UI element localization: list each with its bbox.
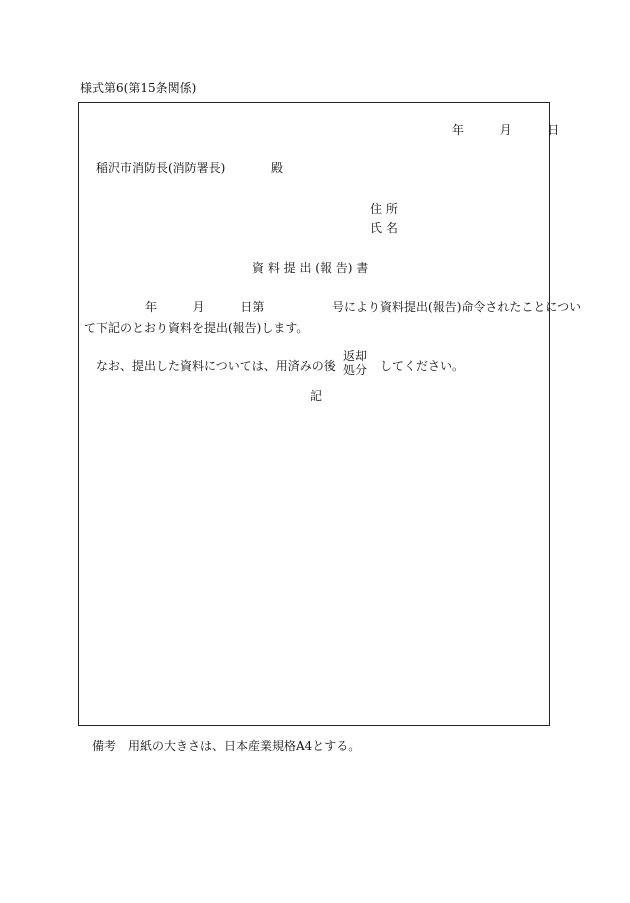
body-line-1-text: 号により資料提出(報告)命令されたことについ — [332, 300, 582, 314]
body-line-2: て下記のとおり資料を提出(報告)します。 — [84, 321, 309, 335]
notice-suffix: してください。 — [380, 359, 465, 373]
form-frame — [78, 102, 550, 726]
date-day-label: 日 — [547, 123, 560, 137]
date-month-label: 月 — [499, 123, 512, 137]
addressee: 稲沢市消防長(消防署長) — [96, 161, 226, 175]
document-title: 資 料 提 出 (報 告) 書 — [252, 261, 369, 275]
honorific: 殿 — [271, 161, 284, 175]
footer-note: 備考 用紙の大きさは、日本産業規格A4とする。 — [92, 739, 361, 753]
body-month-label: 月 — [192, 300, 205, 314]
submission-date — [452, 124, 559, 136]
body-day-number-label: 日第 — [240, 300, 265, 314]
name-label: 氏 名 — [370, 221, 398, 235]
form-number-label: 様式第6(第15条関係) — [80, 81, 197, 95]
ki-heading: 記 — [310, 389, 323, 403]
body-year-label: 年 — [145, 300, 158, 314]
notice-prefix: なお、提出した資料については、用済みの後 — [96, 359, 336, 373]
date-year-label: 年 — [452, 123, 465, 137]
body-line-1 — [145, 301, 581, 313]
option-dispose: 処分 — [343, 363, 368, 377]
address-label: 住 所 — [370, 202, 398, 216]
disposal-options — [343, 350, 367, 378]
option-return: 返却 — [343, 349, 368, 363]
